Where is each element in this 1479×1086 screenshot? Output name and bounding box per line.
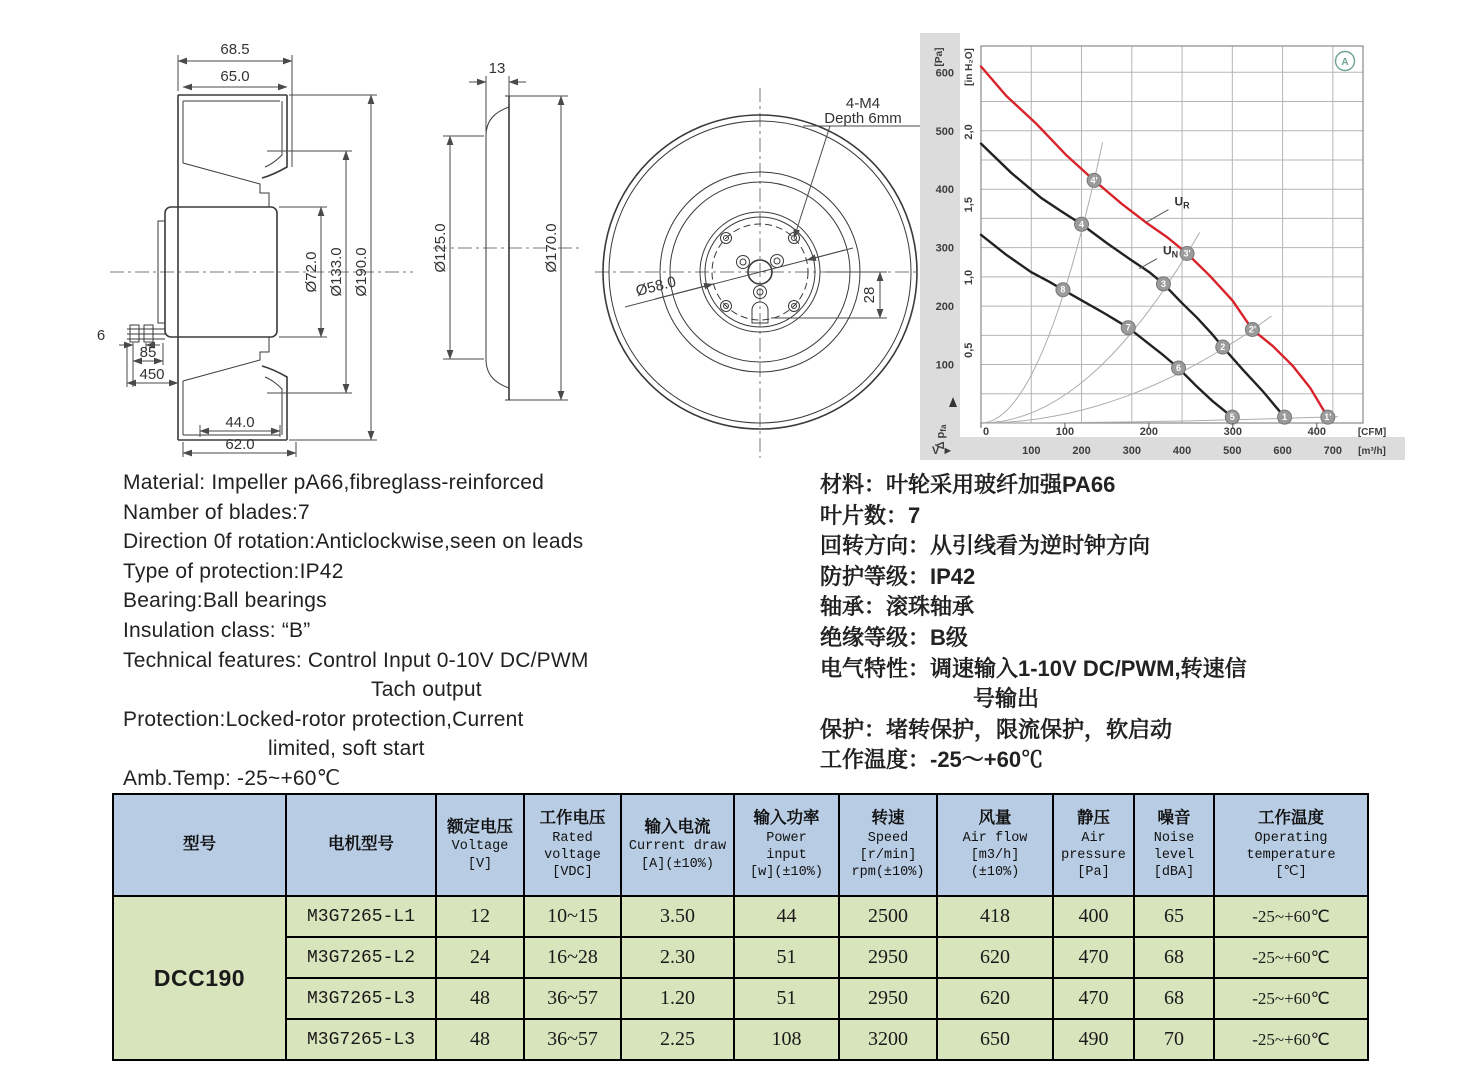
table-cell: 65 <box>1134 896 1214 937</box>
dimension-label: 4-M4 <box>845 95 881 112</box>
dimension-label: Ø58.0 <box>633 273 678 300</box>
spec-line: Direction 0f rotation:Anticlockwise,seen on leads <box>123 530 584 554</box>
table-cell: 70 <box>1134 1019 1214 1060</box>
m3h-tick-label: 700 <box>1323 445 1343 457</box>
table-header-cell <box>1053 794 1134 896</box>
dimension-label: Ø190.0 <box>353 247 370 297</box>
header-en: [A](±10%) <box>641 856 714 872</box>
marker-label: 1 <box>1282 412 1288 423</box>
marker-label: 7 <box>1125 322 1131 333</box>
table-header-cell <box>734 794 839 896</box>
inh2o-unit-label: [in H₂O] <box>964 48 975 86</box>
spec-line: Protection:Locked-rotor protection,Current <box>123 707 524 731</box>
table-row <box>113 1019 1368 1060</box>
header-en: [VDC] <box>552 865 593 881</box>
spec-line: Namber of blades:7 <box>123 500 310 524</box>
spec-line: Tach output <box>371 678 482 702</box>
table-header <box>113 794 1368 896</box>
table-cell: 490 <box>1053 1019 1134 1060</box>
spec-line: 电气特性：调速输入1-10V DC/PWM,转速信 <box>820 655 1247 681</box>
pa-tick-label: 500 <box>935 125 954 138</box>
spec-line: 叶片数：7 <box>820 502 921 528</box>
cfm-tick-label: 200 <box>1139 426 1159 438</box>
table-cell: 44 <box>734 896 839 937</box>
dimension-label: Ø133.0 <box>328 247 345 297</box>
header-zh: 转速 <box>871 809 905 828</box>
header-en: [Pa] <box>1077 865 1110 881</box>
spec-line: Insulation class: “B” <box>123 618 311 642</box>
cfm-tick-label: 300 <box>1223 426 1242 438</box>
header-en: [r/min] <box>859 848 917 864</box>
table-cell: 36~57 <box>524 978 621 1019</box>
table-cell: 48 <box>436 1019 524 1060</box>
inh2o-tick-label: 1,5 <box>963 197 975 213</box>
marker-label: 2 <box>1220 342 1226 353</box>
table-cell: 1.20 <box>621 978 734 1019</box>
m3h-tick-label: 500 <box>1223 445 1242 457</box>
marker-label: 4' <box>1090 175 1098 186</box>
marker-label: 2' <box>1248 324 1256 335</box>
table-row <box>113 896 1368 937</box>
table-cell: 3.50 <box>621 896 734 937</box>
pa-tick-label: 300 <box>935 242 954 255</box>
y-axis-symbol: Δ pfa <box>935 424 948 450</box>
table-cell: 2950 <box>839 937 937 978</box>
front-view-drawing <box>595 60 935 460</box>
dimension-label: 6 <box>96 327 106 344</box>
table-cell: 650 <box>937 1019 1053 1060</box>
table-header-cell <box>937 794 1053 896</box>
table-cell: 620 <box>937 937 1053 978</box>
pa-unit-label: [Pa] <box>934 47 945 67</box>
marker-label: 4 <box>1079 219 1085 230</box>
specification-table <box>112 793 1369 1061</box>
header-en: temperature <box>1246 848 1336 864</box>
spec-line: 工作温度：-25～+60℃ <box>820 747 1044 773</box>
table-header-cell <box>621 794 734 896</box>
x-axis-symbol: V̇ ► <box>932 445 954 457</box>
curve-label: $U_N$ <box>1162 243 1179 260</box>
pa-tick-label: 400 <box>935 184 954 197</box>
dimension-label: Depth 6mm <box>824 110 902 127</box>
table-header-cell <box>839 794 937 896</box>
dimension-label: 68.5 <box>220 41 250 58</box>
header-en: Voltage <box>451 839 509 855</box>
table-cell: 68 <box>1134 937 1214 978</box>
pa-tick-label: 600 <box>935 67 954 80</box>
table-cell: -25~+60℃ <box>1214 896 1368 937</box>
table-header-cell <box>1134 794 1214 896</box>
marker-label: 5 <box>1229 412 1235 423</box>
header-zh: 风量 <box>978 809 1012 828</box>
header-en: Air flow <box>962 830 1028 846</box>
table-header-cell <box>524 794 621 896</box>
inlet-ring-labels <box>432 60 560 273</box>
table-row <box>113 978 1368 1019</box>
header-en: [℃] <box>1275 865 1307 881</box>
table-cell: 2500 <box>839 896 937 937</box>
front-view-geometry <box>595 88 935 458</box>
m3h-tick-label: 200 <box>1072 445 1091 457</box>
table-header-cell <box>1214 794 1368 896</box>
header-en: (±10%) <box>970 865 1020 881</box>
table-header-cell <box>286 794 436 896</box>
marker-label: 8 <box>1060 284 1066 295</box>
header-en: Power <box>766 830 807 846</box>
header-en: input <box>766 848 807 864</box>
header-en: level <box>1153 848 1195 864</box>
table-cell: 51 <box>734 978 839 1019</box>
table-header-cell <box>436 794 524 896</box>
table-cell: 2.25 <box>621 1019 734 1060</box>
table-cell: 12 <box>436 896 524 937</box>
header-en: Operating <box>1254 830 1328 846</box>
dimension-label: 65.0 <box>220 68 250 85</box>
m3h-unit-label: [m³/h] <box>1358 446 1386 457</box>
badge-letter: A <box>1341 57 1349 68</box>
header-en: pressure <box>1061 848 1126 864</box>
header-zh: 噪音 <box>1157 809 1191 828</box>
cfm-unit-label: [CFM] <box>1357 427 1387 438</box>
marker-label: 3 <box>1160 278 1166 289</box>
spec-line: limited, soft start <box>268 737 425 761</box>
performance-chart <box>920 33 1405 463</box>
inh2o-tick-label: 0,5 <box>963 342 975 358</box>
header-zh: 工作温度 <box>1258 809 1324 828</box>
table-cell: 16~28 <box>524 937 621 978</box>
marker-label: 6 <box>1176 363 1182 374</box>
curve-label: $U_R$ <box>1174 194 1190 211</box>
table-header-cell <box>113 794 286 896</box>
header-zh: 输入功率 <box>753 809 820 828</box>
header-zh: 型号 <box>183 835 216 854</box>
table-cell: M3G7265-L1 <box>286 896 436 937</box>
table-cell: -25~+60℃ <box>1214 1019 1368 1060</box>
table-cell: 51 <box>734 937 839 978</box>
table-body <box>113 896 1368 1060</box>
table-row <box>113 937 1368 978</box>
spec-line: 材料：叶轮采用玻纤加强PA66 <box>820 472 1116 497</box>
table-cell: 400 <box>1053 896 1134 937</box>
spec-line: Type of protection:IP42 <box>123 559 344 583</box>
table-cell: 3200 <box>839 1019 937 1060</box>
dimension-label: Ø72.0 <box>303 251 320 293</box>
table-cell: 418 <box>937 896 1053 937</box>
side-view-labels <box>97 41 370 453</box>
cfm-tick-label: 100 <box>1055 426 1075 438</box>
header-en: Rated <box>552 830 593 846</box>
pa-tick-label: 200 <box>935 301 954 314</box>
table-cell: 36~57 <box>524 1019 621 1060</box>
table-cell: -25~+60℃ <box>1214 978 1368 1019</box>
m3h-tick-label: 600 <box>1273 445 1292 457</box>
pa-tick-label: 100 <box>935 359 954 372</box>
header-en: Speed <box>867 830 909 846</box>
spec-line: 绝缘等级：B级 <box>820 624 968 650</box>
table-cell: 48 <box>436 978 524 1019</box>
m3h-tick-label: 100 <box>1022 445 1041 457</box>
inlet-ring-drawing <box>425 60 620 460</box>
dimension-label: 28 <box>861 286 878 304</box>
header-zh: 电机型号 <box>328 835 394 854</box>
header-en: [dBA] <box>1153 865 1195 881</box>
header-en: Current draw <box>628 839 727 855</box>
dimension-label: 44.0 <box>225 414 255 431</box>
spec-line: 回转方向：从引线看为逆时钟方向 <box>820 533 1151 559</box>
dimension-label: 62.0 <box>225 436 255 453</box>
table-cell: 620 <box>937 978 1053 1019</box>
header-zh: 输入电流 <box>644 818 711 837</box>
m3h-tick-label: 300 <box>1122 445 1141 457</box>
spec-line: 保护：堵转保护，限流保护，软启动 <box>820 716 1173 742</box>
spec-line: Technical features: Control Input 0-10V DC/PWM <box>123 648 589 672</box>
table-cell: 68 <box>1134 978 1214 1019</box>
table-cell: 470 <box>1053 937 1134 978</box>
specs-english <box>123 468 813 794</box>
header-zh: 额定电压 <box>447 818 513 837</box>
dimension-label: Ø125.0 <box>432 223 449 273</box>
cfm-tick-label: 0 <box>982 426 990 438</box>
m3h-tick-label: 400 <box>1172 445 1192 457</box>
header-zh: 工作电压 <box>539 809 606 828</box>
table-cell: M3G7265-L3 <box>286 1019 436 1060</box>
header-en: [m3/h] <box>970 848 1020 864</box>
table-cell: M3G7265-L2 <box>286 937 436 978</box>
header-en: Air <box>1081 830 1106 846</box>
dimension-label: Ø170.0 <box>543 223 560 273</box>
spec-line: 轴承：滚珠轴承 <box>820 594 975 620</box>
header-en: [w](±10%) <box>750 865 823 881</box>
table-cell: 2.30 <box>621 937 734 978</box>
spec-line: 防护等级：IP42 <box>820 563 976 589</box>
header-en: Noise <box>1153 830 1195 846</box>
table-cell: 2950 <box>839 978 937 1019</box>
inh2o-tick-label: 1,0 <box>963 269 975 286</box>
spec-line: Bearing:Ball bearings <box>123 589 327 613</box>
cfm-tick-label: 400 <box>1307 426 1326 438</box>
header-en: [V] <box>467 856 493 872</box>
spec-line: Amb.Temp: -25~+60℃ <box>123 766 341 790</box>
table-cell: 24 <box>436 937 524 978</box>
table-cell: 470 <box>1053 978 1134 1019</box>
inh2o-tick-label: 2,0 <box>963 124 975 140</box>
side-view-drawing <box>15 35 420 460</box>
table-cell: -25~+60℃ <box>1214 937 1368 978</box>
table-cell: 10~15 <box>524 896 621 937</box>
specs-chinese <box>820 470 1470 776</box>
marker-label: 3' <box>1183 248 1191 259</box>
spec-line: Material: Impeller pA66,fibreglass-reinforced <box>123 471 545 494</box>
header-en: voltage <box>544 848 601 864</box>
dimension-label: 450 <box>139 366 165 383</box>
dimension-label: 85 <box>139 344 157 361</box>
dimension-label: 13 <box>488 60 506 77</box>
table-cell: 108 <box>734 1019 839 1060</box>
marker-label: 1' <box>1324 412 1332 423</box>
model-cell: DCC190 <box>113 896 286 1060</box>
table-cell: M3G7265-L3 <box>286 978 436 1019</box>
spec-line: 号输出 <box>973 686 1040 712</box>
header-en: rpm(±10%) <box>851 865 925 881</box>
header-zh: 静压 <box>1077 809 1110 828</box>
